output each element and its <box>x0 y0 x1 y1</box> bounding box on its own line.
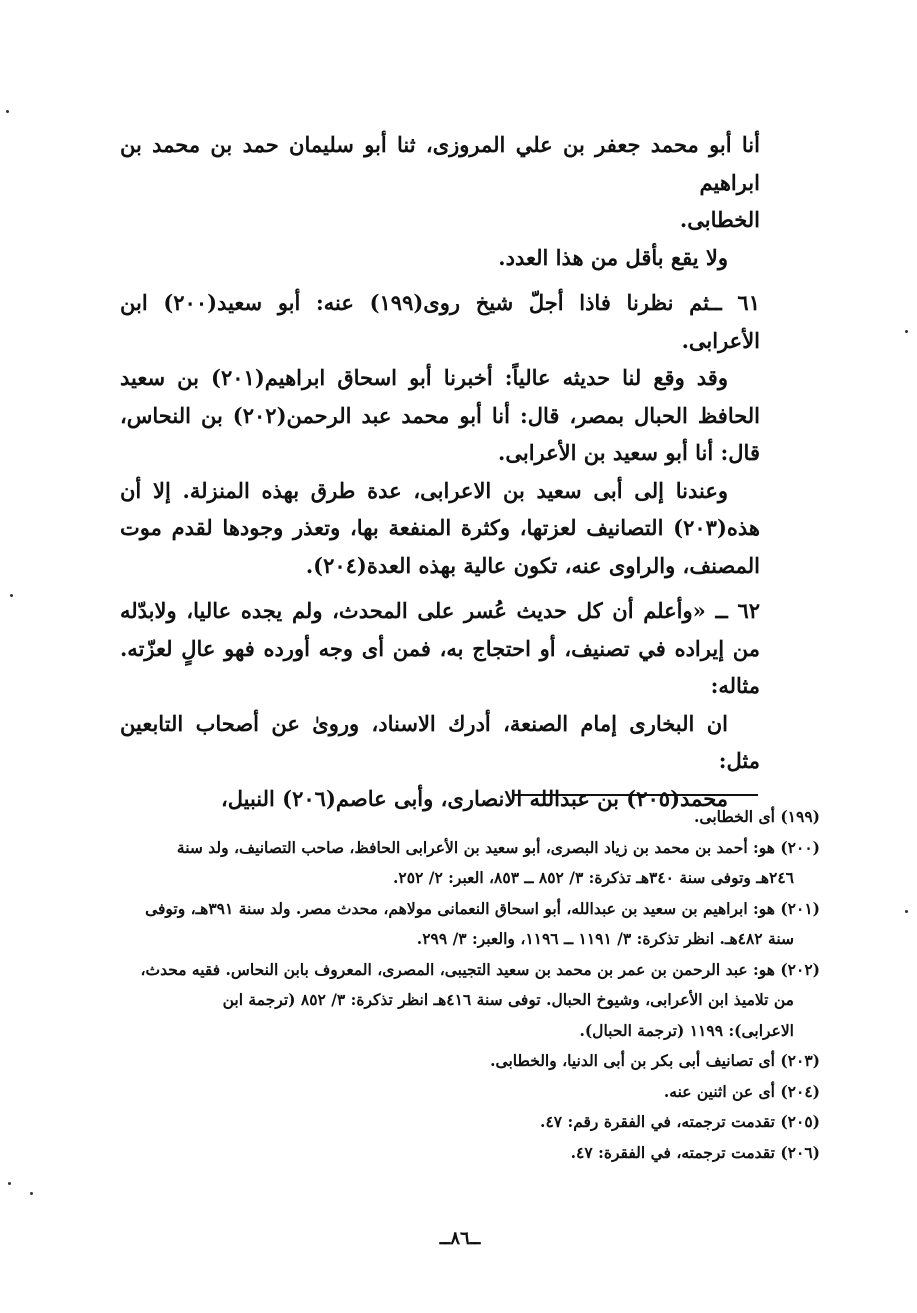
footnote: (٢٠٠) هو: أحمد بن محمد بن زياد البصرى، أبو سعيد بن الأعرابى الحافظ، صاحب التصانيف، ولد سنة <box>176 837 820 857</box>
footnote: (٢٠٣) أى تصانيف أبى بكر بن أبى الدنيا، والخطابى. <box>490 1051 820 1070</box>
footnote: (٢٠١) هو: ابراهيم بن سعيد بن عبدالله، أبو اسحاق النعمانى مولاهم، محدث مصر. ولد سنة ٣٩١هـ، وتوفى <box>145 898 820 918</box>
text-line: أنا أبو محمد جعفر بن علي المروزى، ثنا أبو سليمان حمد بن محمد بن ابراهيم <box>120 132 760 195</box>
text-line: ولا يقع بأقل من هذا العدد. <box>498 244 728 270</box>
footnote-continuation: ٢٤٦هـ وتوفى سنة ٣٤٠هـ تذكرة: ٣/ ٨٥٢ ــ ٨٥٣، العبر: ٢/ ٢٥٢. <box>393 868 794 887</box>
footnote: (٢٠٥) تقدمت ترجمته، في الفقرة رقم: ٤٧. <box>540 1112 820 1131</box>
paragraph-61-body: وقد وقع لنا حديثه عالياً: أخبرنا أبو اسحاق ابراهيم(٢٠١) بن سعيد الحافظ الحبال بمصر، قال: أنا أبو محمد عبد الرحمن(٢٠٢) بن النحاس، قال: أنا أبو سعيد بن الأعرابى. <box>120 365 761 465</box>
scan-speck <box>8 1182 11 1185</box>
paragraph-61-heading: ٦١ ــثم نظرنا فاذا أجلّ شيخ روى(١٩٩) عنه: أبو سعيد(٢٠٠) ابن الأعرابى. <box>120 290 760 353</box>
footnote-continuation: الاعرابى): ١١٩٩ (ترجمة الحبال). <box>579 1020 794 1040</box>
footnotes <box>120 802 820 1168</box>
footnote: (٢٠٤) أى عن اثنين عنه. <box>663 1081 820 1101</box>
paragraph-62-body: محمد(٢٠٥) بن عبدالله الانصارى، وأبى عاصم(٢٠٦) النبيل، <box>220 785 728 811</box>
scan-speck <box>905 330 908 333</box>
scan-speck <box>905 910 908 913</box>
paragraph-62-heading: ٦٢ ــ «وأعلم أن كل حديث عُسر على المحدث، ولم يجده عاليا، ولابدّله من إيراده في تصنيف، أو احتجاج به، فمن أى وجه أورده فهو عالٍ لعزّته. مثاله: <box>120 598 760 698</box>
paragraph-62-body: ان البخارى إمام الصنعة، أدرك الاسناد، وروىٰ عن أصحاب التابعين مثل: <box>120 710 760 773</box>
text-line: الخطابى. <box>679 207 760 232</box>
footnote: (٢٠٢) هو: عبد الرحمن بن عمر بن محمد بن سعيد التجيبى، المصرى، المعروف بابن النحاس. فقيه محدث، <box>140 959 820 979</box>
footnote: (١٩٩) أى الخطابى. <box>694 807 820 826</box>
footnote: (٢٠٦) تقدمت ترجمته، في الفقرة: ٤٧. <box>570 1142 820 1162</box>
paragraph-61-body: وعندنا إلى أبى سعيد بن الاعرابى، عدة طرق بهذه المنزلة. إلا أن هذه(٢٠٣) التصانيف لعزتها، وكثرة المنفعة بها، وتعذر وجودها لقدم موت المصنف، والراوى عنه، تكون عالية بهذه العدة(٢٠٤). <box>120 477 760 578</box>
footnote-separator <box>512 794 758 796</box>
footnote-continuation: سنة ٤٨٢هـ. انظر تذكرة: ٣/ ١١٩١ ــ ١١٩٦، والعبر: ٣/ ٢٩٩. <box>416 929 794 948</box>
scan-speck <box>6 110 9 113</box>
page-number: ــ٨٦ــ <box>439 1228 481 1249</box>
scan-speck <box>10 594 13 597</box>
footnote-continuation: من تلاميذ ابن الأعرابى، وشيوخ الحبال. توفى سنة ٤١٦هـ انظر تذكرة: ٣/ ٨٥٢ (ترجمة ابن <box>222 990 794 1009</box>
scan-speck <box>30 1192 33 1195</box>
main-text <box>120 126 760 817</box>
